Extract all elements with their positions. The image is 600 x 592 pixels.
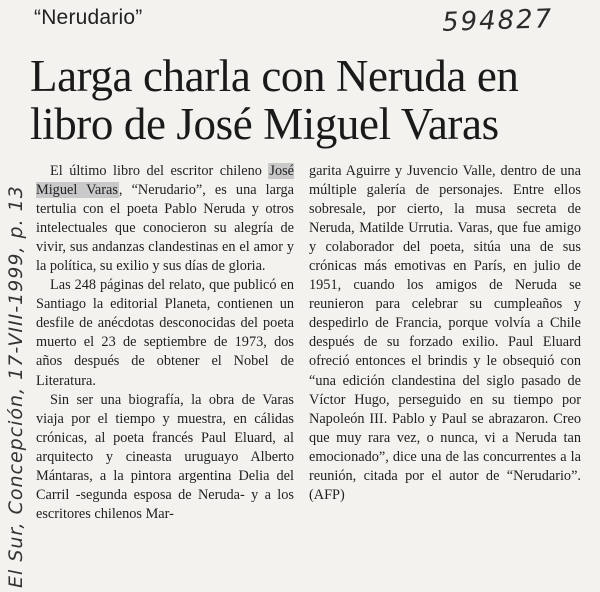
article-paragraph-1 [36, 162, 294, 276]
headline-line-1: Larga charla con Neruda en [30, 51, 519, 101]
article-paragraph-3-part-2: garita Aguirre y Juvencio Valle, dentro de una múltiple galería de personajes. Entre ellos sobresale, por cierto, la musa secreta de Neruda, Matilde Urrutia. Varas, que fue amigo y colaborador del poeta, sitúa una de sus crónicas más emotivas en París, en julio de 1951, cuando los amigos de Neruda se reunieron para celebrar su cumpleaños y despedirlo de Francia, porque volvía a Chile después de su forzado exilio. Paul Eluard ofreció entonces el brindis y le obsequió con “una edición clandestina del siglo pasado de Víctor Hugo, perseguido en su tiempo por Napoleón III. Pablo y Paul se abrazaron. Creo que muy rara vez, o nunca, vi a Neruda tan emocionado”, dice una de las concurrentes a la reunión, citada por el autor de “Nerudario”. (AFP) [309, 163, 581, 503]
section-kicker: “Nerudario” [34, 6, 143, 29]
article-paragraph-2: Las 248 páginas del relato, que publicó en Santiago la editorial Planeta, contienen un desfile de anécdotas desconocidas del poeta muerto el 23 de septiembre de 1973, dos años después de obtener el Nobel de Literatura. [36, 277, 294, 389]
headline-line-2: libro de José Miguel Varas [30, 99, 499, 149]
paragraph-1-start: El último libro del escritor chileno [50, 163, 269, 179]
handwritten-source-note: El Sur, Concepción, 17-VIII-1999, p. 13 [5, 185, 27, 588]
paragraph-1-end: , “Nerudario”, es una larga tertulia con el poeta Pablo Neruda y otros intelectuales que conocieron su alegría de vivir, sus andanzas clandestinas en el amor y la política, su exilio y sus días de gloria. [36, 182, 294, 275]
article-column-left [36, 162, 294, 524]
article-column-right [309, 162, 581, 505]
headline [30, 52, 590, 148]
highlighted-author-name: José Miguel Varas [36, 163, 294, 199]
article-paragraph-3-part-1: Sin ser una biografía, la obra de Varas viaja por el tiempo y muestra, en cálidas crónicas, al poeta francés Paul Eluard, al arquitecto y cineasta uruguayo Alberto Mántaras, a la pintora argentina Delia del Carril -segunda esposa de Neruda- y a los escritores chilenos Mar- [36, 391, 294, 522]
handwritten-archive-number: 594827 [441, 4, 554, 38]
